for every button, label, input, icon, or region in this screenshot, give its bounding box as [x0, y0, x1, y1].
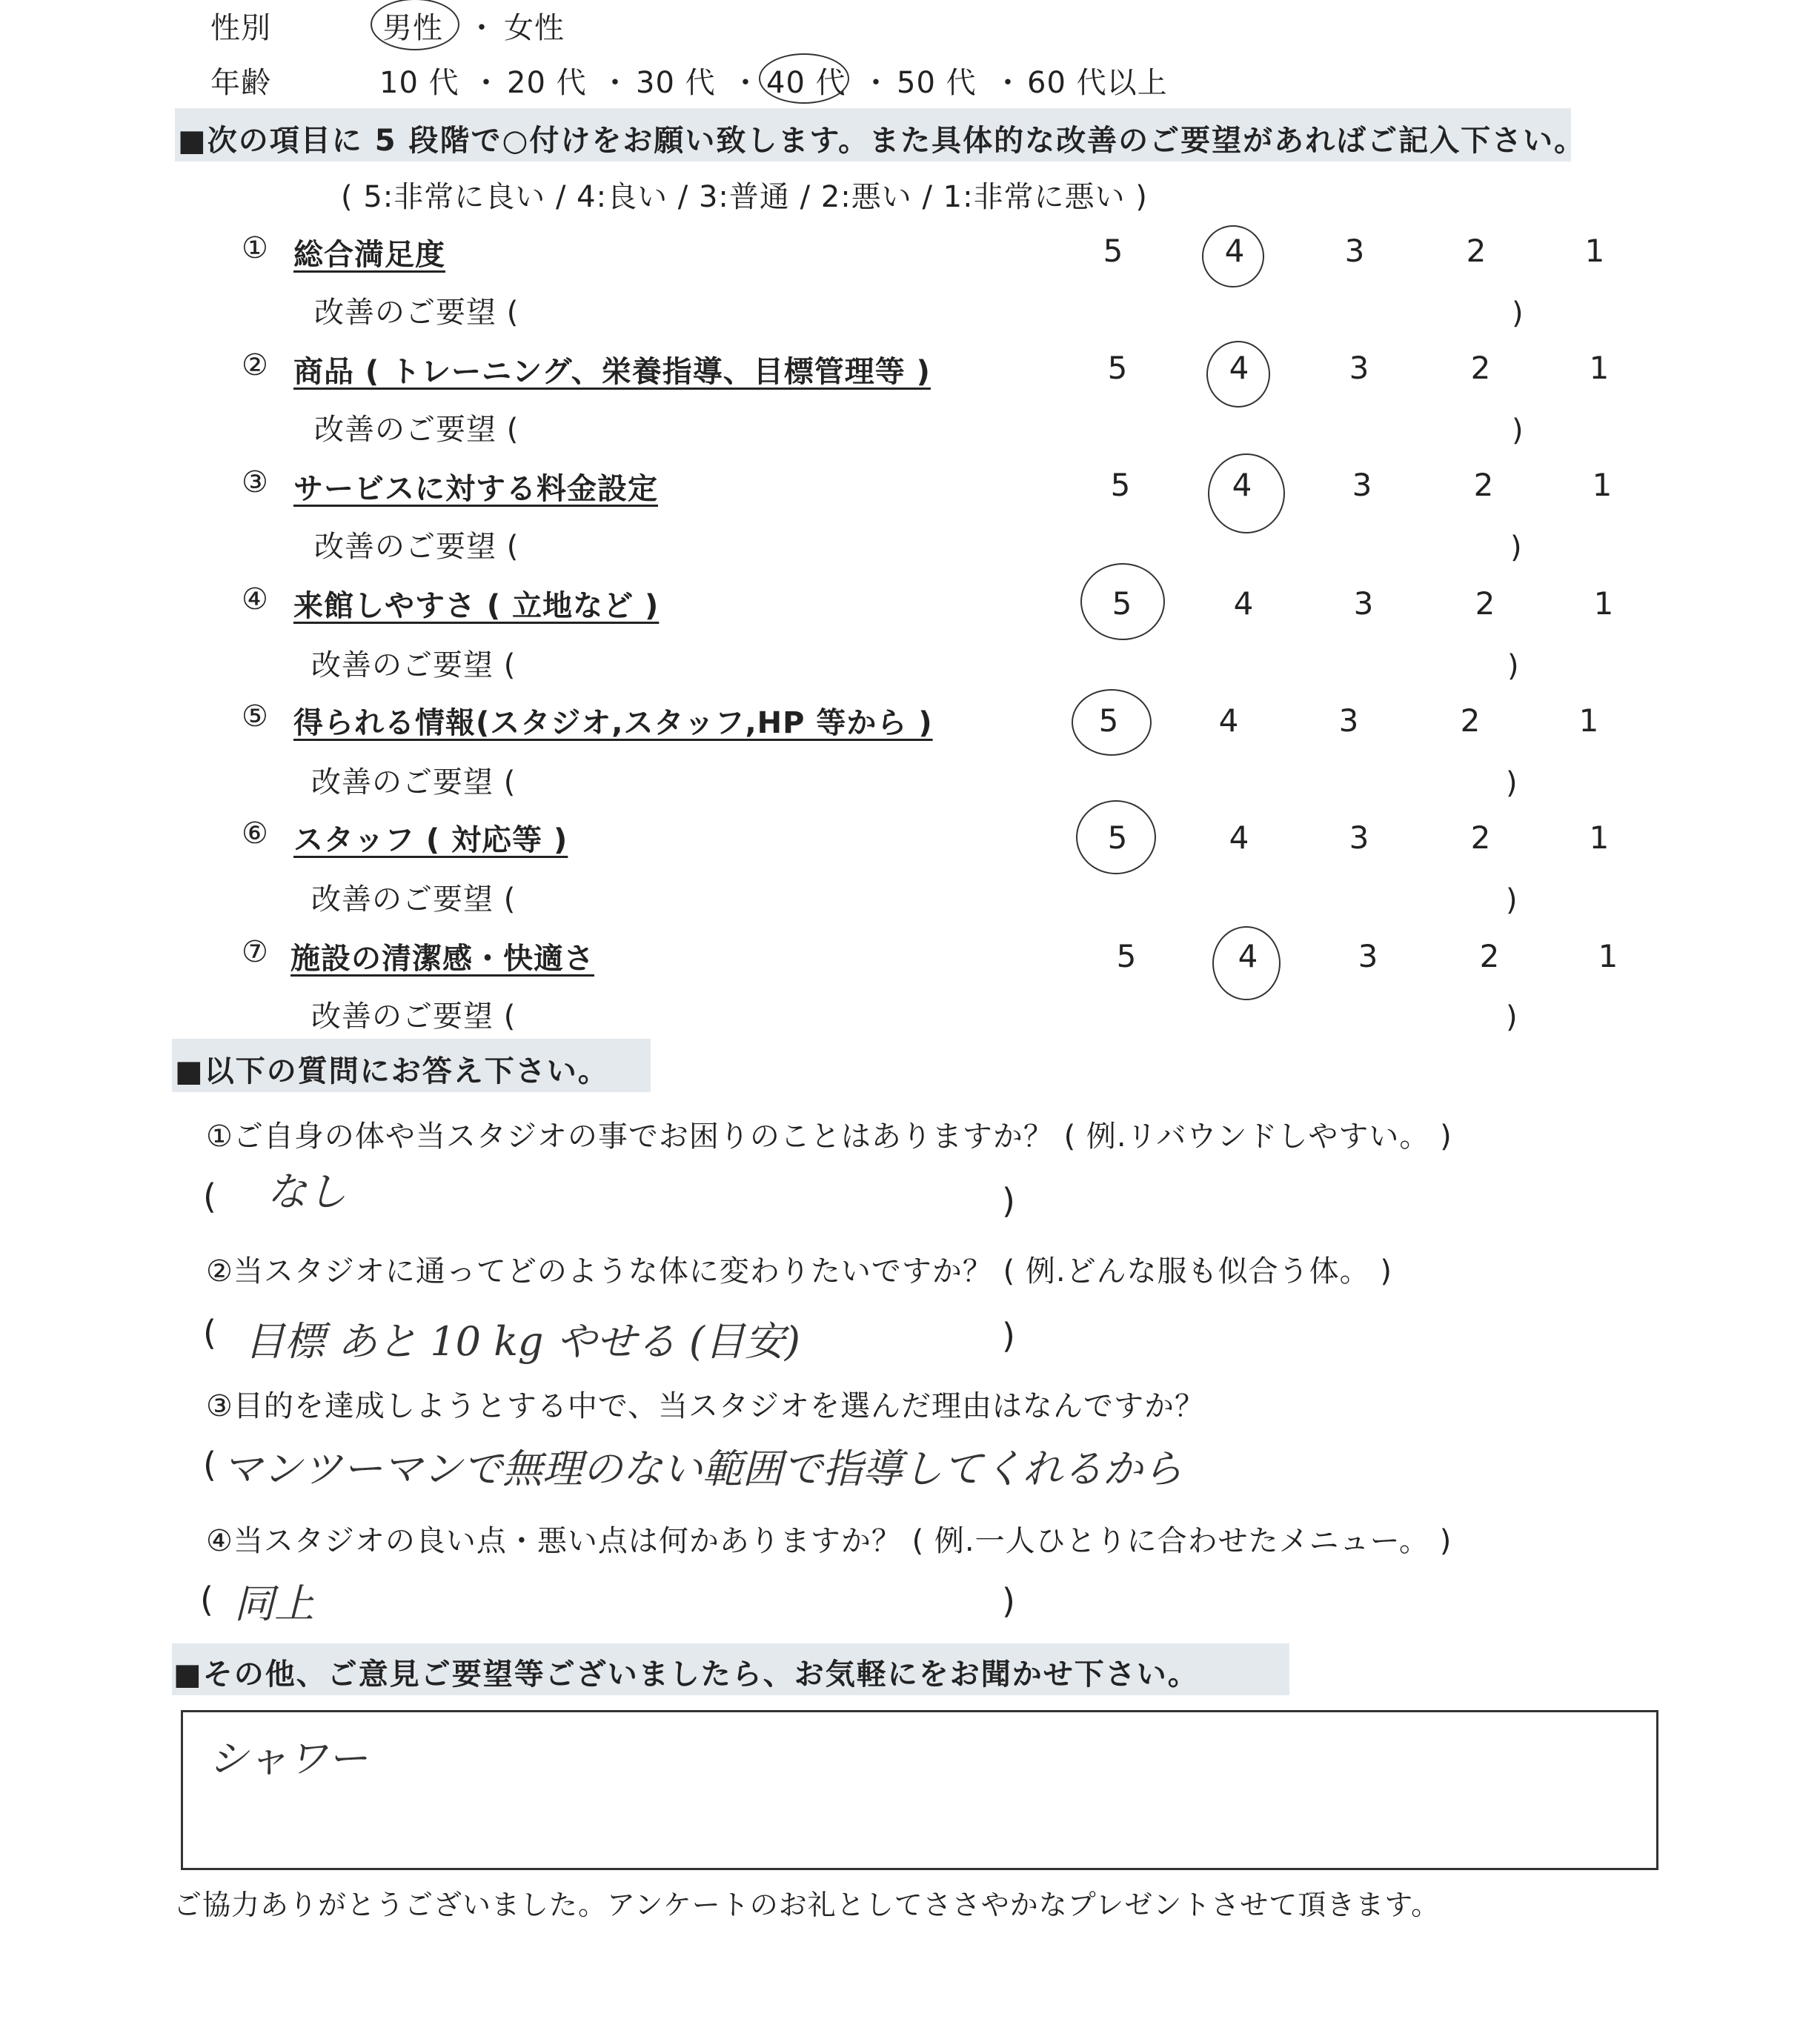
handwritten-answer: マンツーマンで無理のない範囲で指導してくれるから: [222, 1446, 1183, 1492]
rating-option-4[interactable]: 4: [1232, 467, 1252, 503]
improvement-request-label: 改善のご要望 (: [311, 882, 517, 917]
improvement-request-label: 改善のご要望 (: [314, 530, 519, 564]
rating-option-3[interactable]: 3: [1338, 702, 1359, 739]
rating-scale-legend: ( 5:非常に良い / 4:良い / 3:普通 / 2:悪い / 1:非常に悪い ): [341, 180, 1148, 214]
answer-close-paren: ): [1002, 1581, 1015, 1621]
other-section-title: ■その他、ご意見ご要望等ございましたら、お気軽にをお聞かせ下さい。: [173, 1657, 1199, 1692]
rating-option-3[interactable]: 3: [1344, 233, 1365, 269]
improvement-request-label: 改善のご要望 (: [314, 296, 519, 330]
age-separator: ・: [731, 66, 761, 100]
improvement-request-close: ): [1510, 531, 1523, 565]
rating-option-2[interactable]: 2: [1470, 819, 1491, 856]
questions-section-title: ■以下の質問にお答え下さい。: [175, 1054, 609, 1088]
question-text: ③目的を達成しようとする中で、当スタジオを選んだ理由はなんですか？: [206, 1389, 1206, 1423]
gender-selected-circle: [371, 0, 459, 50]
item-number: ⑤: [242, 699, 269, 734]
rating-option-4[interactable]: 4: [1238, 938, 1258, 974]
answer-open-paren: (: [203, 1177, 216, 1217]
answer-open-paren: (: [203, 1445, 216, 1485]
rating-section-title: ■次の項目に 5 段階で○付けをお願い致します。また具体的な改善のご要望があればご記入下さい。: [178, 124, 1586, 158]
question-text: ①ご自身の体や当スタジオの事でお困りのことはありますか？ ( 例.リバウンドしやすい。 ): [206, 1120, 1452, 1154]
rating-option-5[interactable]: 5: [1107, 350, 1128, 386]
rating-option-2[interactable]: 2: [1479, 938, 1500, 974]
handwritten-answer: 目標 あと 10 kg やせる (目安): [245, 1318, 800, 1365]
improvement-request-label: 改善のご要望 (: [311, 765, 517, 799]
item-label: スタッフ ( 対応等 ): [293, 823, 568, 857]
age-option-50[interactable]: 50 代: [897, 66, 977, 100]
gender-label: 性別: [210, 11, 271, 45]
age-separator: ・: [993, 66, 1023, 100]
rating-option-3[interactable]: 3: [1349, 819, 1369, 856]
improvement-request-close: ): [1506, 766, 1518, 800]
question-text: ②当スタジオに通ってどのような体に変わりたいですか？ ( 例.どんな服も似合う体。 ): [206, 1254, 1392, 1288]
rating-option-5[interactable]: 5: [1107, 819, 1128, 856]
thanks-footer: ご協力ありがとうございました。アンケートのお礼としてささやかなプレゼントさせて頂きます。: [173, 1889, 1441, 1921]
age-option-30[interactable]: 30 代: [636, 66, 716, 100]
item-label: 来館しやすさ ( 立地など ): [293, 589, 660, 623]
item-number: ⑦: [242, 935, 269, 969]
rating-option-4[interactable]: 4: [1229, 350, 1249, 386]
rating-option-2[interactable]: 2: [1475, 585, 1495, 622]
age-selected-circle: [759, 53, 849, 104]
improvement-request-close: ): [1512, 296, 1524, 330]
rating-option-2[interactable]: 2: [1473, 467, 1494, 503]
rating-option-3[interactable]: 3: [1349, 350, 1369, 386]
rating-option-3[interactable]: 3: [1353, 585, 1374, 622]
rating-option-4[interactable]: 4: [1233, 585, 1254, 622]
rating-option-4[interactable]: 4: [1218, 702, 1239, 739]
rating-option-1[interactable]: 1: [1584, 233, 1605, 269]
rating-option-2[interactable]: 2: [1470, 350, 1491, 386]
rating-selected-circle: [1208, 453, 1285, 533]
item-number: ⑥: [242, 817, 269, 851]
rating-selected-circle: [1072, 689, 1152, 756]
rating-option-5[interactable]: 5: [1112, 585, 1132, 622]
rating-option-5[interactable]: 5: [1110, 467, 1131, 503]
improvement-request-close: ): [1512, 413, 1524, 448]
answer-close-paren: ): [1002, 1181, 1015, 1221]
comment-box[interactable]: [181, 1710, 1658, 1870]
age-separator: ・: [600, 66, 631, 100]
age-label: 年齢: [210, 66, 271, 100]
rating-option-2[interactable]: 2: [1466, 233, 1487, 269]
answer-open-paren: (: [203, 1313, 216, 1353]
handwritten-comment: シャワー: [208, 1735, 368, 1782]
rating-option-5[interactable]: 5: [1098, 702, 1119, 739]
improvement-request-close: ): [1506, 1000, 1518, 1034]
item-label: 得られる情報(スタジオ,スタッフ,HP 等から ): [293, 706, 933, 740]
item-number: ④: [242, 582, 269, 616]
rating-option-1[interactable]: 1: [1598, 938, 1618, 974]
handwritten-answer: 同上: [234, 1580, 314, 1627]
gender-separator: ・: [467, 11, 497, 45]
age-option-60plus[interactable]: 60 代以上: [1027, 66, 1168, 100]
item-number: ②: [242, 348, 269, 382]
item-number: ①: [242, 231, 269, 265]
gender-option-male[interactable]: 男性: [382, 11, 443, 45]
item-label: 総合満足度: [293, 238, 445, 272]
rating-option-4[interactable]: 4: [1224, 233, 1245, 269]
rating-option-1[interactable]: 1: [1589, 819, 1610, 856]
age-option-10[interactable]: 10 代: [379, 66, 459, 100]
improvement-request-label: 改善のご要望 (: [311, 648, 517, 682]
rating-option-1[interactable]: 1: [1593, 585, 1614, 622]
rating-option-1[interactable]: 1: [1592, 467, 1613, 503]
rating-option-3[interactable]: 3: [1352, 467, 1372, 503]
item-label: 商品 ( トレーニング、栄養指導、目標管理等 ): [293, 355, 931, 389]
rating-option-3[interactable]: 3: [1358, 938, 1378, 974]
improvement-request-label: 改善のご要望 (: [311, 1000, 517, 1034]
item-label: 施設の清潔感・快適さ: [290, 942, 594, 976]
rating-selected-circle: [1206, 341, 1270, 408]
rating-option-1[interactable]: 1: [1589, 350, 1610, 386]
answer-open-paren: (: [200, 1580, 213, 1620]
improvement-request-close: ): [1506, 883, 1518, 917]
rating-option-5[interactable]: 5: [1103, 233, 1123, 269]
improvement-request-label: 改善のご要望 (: [314, 413, 519, 447]
handwritten-answer: なし: [267, 1168, 347, 1215]
age-option-40[interactable]: 40 代: [766, 66, 846, 100]
answer-close-paren: ): [1002, 1316, 1015, 1356]
rating-option-2[interactable]: 2: [1460, 702, 1481, 739]
question-text: ④当スタジオの良い点・悪い点は何かありますか？ ( 例.一人ひとりに合わせたメニュー。 ): [206, 1524, 1452, 1558]
rating-option-1[interactable]: 1: [1578, 702, 1599, 739]
rating-option-4[interactable]: 4: [1229, 819, 1249, 856]
age-option-20[interactable]: 20 代: [507, 66, 587, 100]
rating-selected-circle: [1212, 926, 1281, 1000]
age-separator: ・: [861, 66, 891, 100]
rating-option-5[interactable]: 5: [1116, 938, 1137, 974]
rating-selected-circle: [1202, 225, 1264, 287]
gender-option-female[interactable]: 女性: [504, 11, 565, 45]
improvement-request-close: ): [1507, 649, 1520, 683]
rating-selected-circle: [1080, 563, 1165, 640]
item-number: ③: [242, 465, 269, 499]
rating-selected-circle: [1076, 800, 1156, 874]
age-separator: ・: [471, 66, 502, 100]
item-label: サービスに対する料金設定: [293, 472, 658, 506]
